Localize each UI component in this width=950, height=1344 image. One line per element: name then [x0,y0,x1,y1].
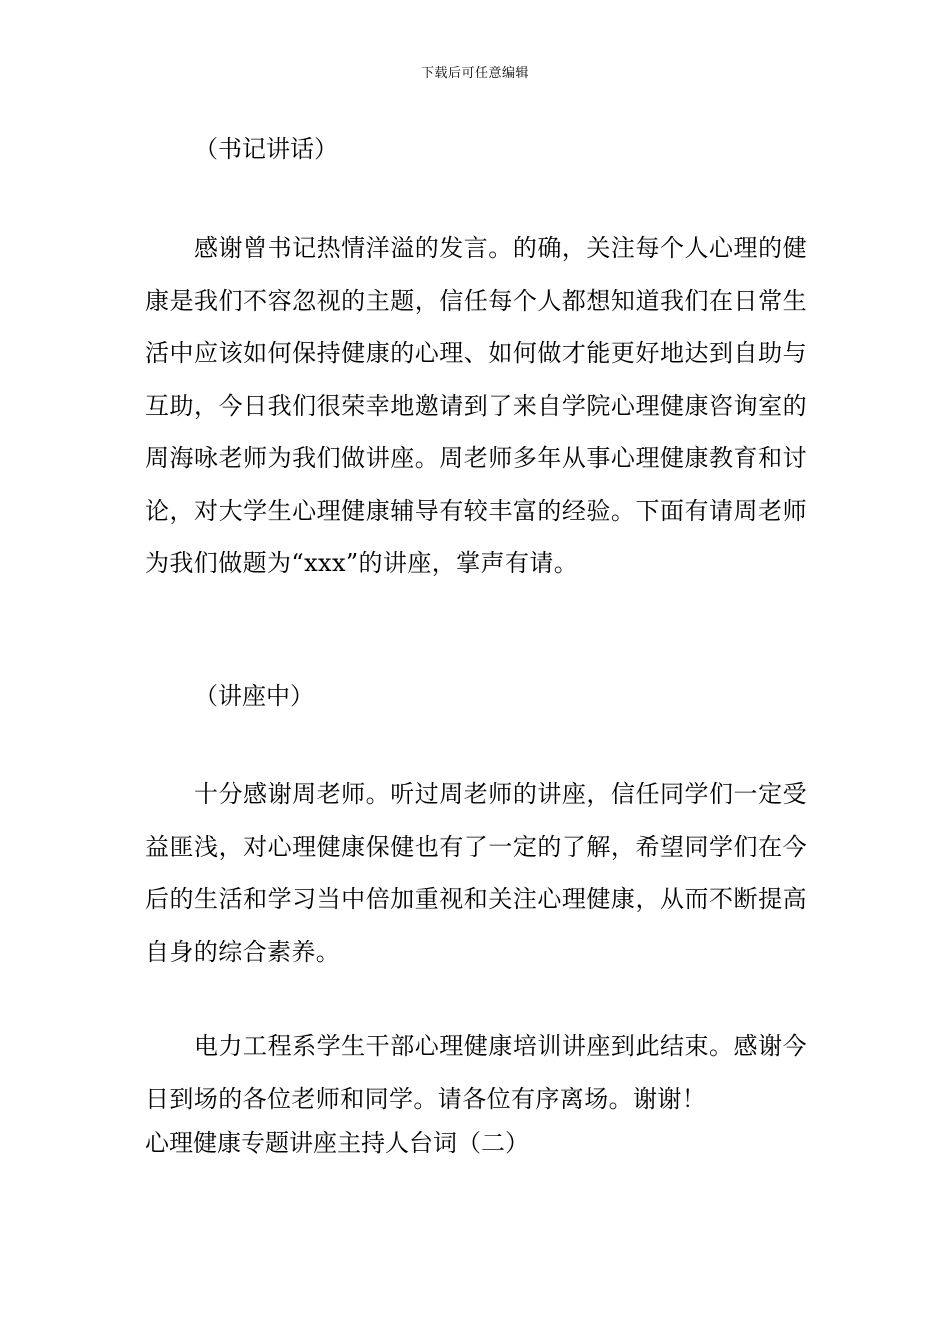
paragraph-thanks: 十分感谢周老师。听过周老师的讲座，信任同学们一定受益匪浅，对心理健康保健也有了一定的了解，希望同学们在今后的生活和学习当中倍加重视和关注心理健康，从而不断提高自身的综合素养。 [145,780,807,966]
next-section-title: 心理健康专题讲座主持人台词（二） [145,1129,529,1157]
stage-direction-secretary-speech: （书记讲话） [194,135,338,163]
paragraph-introduction: 感谢曾书记热情洋溢的发言。的确，关注每个人心理的健康是我们不容忽视的主题，信任每个人都想知道我们在日常生活中应该如何保持健康的心理、如何做才能更好地达到自助与互助，今日我们很荣幸地邀请到了来自学院心理健康咨询室的周海咏老师为我们做讲座。周老师多年从事心理健康教育和讨论，对大学生心理健康辅导有较丰富的经验。下面有请周老师为我们做题为“xxx”的讲座，掌声有请。 [145,234,807,577]
page-header-note: 下载后可任意编辑 [420,66,529,81]
stage-direction-during-lecture: （讲座中） [194,682,314,710]
paragraph-closing: 电力工程系学生干部心理健康培训讲座到此结束。感谢今日到场的各位老师和同学。请各位有序离场。谢谢！ [145,1032,807,1113]
